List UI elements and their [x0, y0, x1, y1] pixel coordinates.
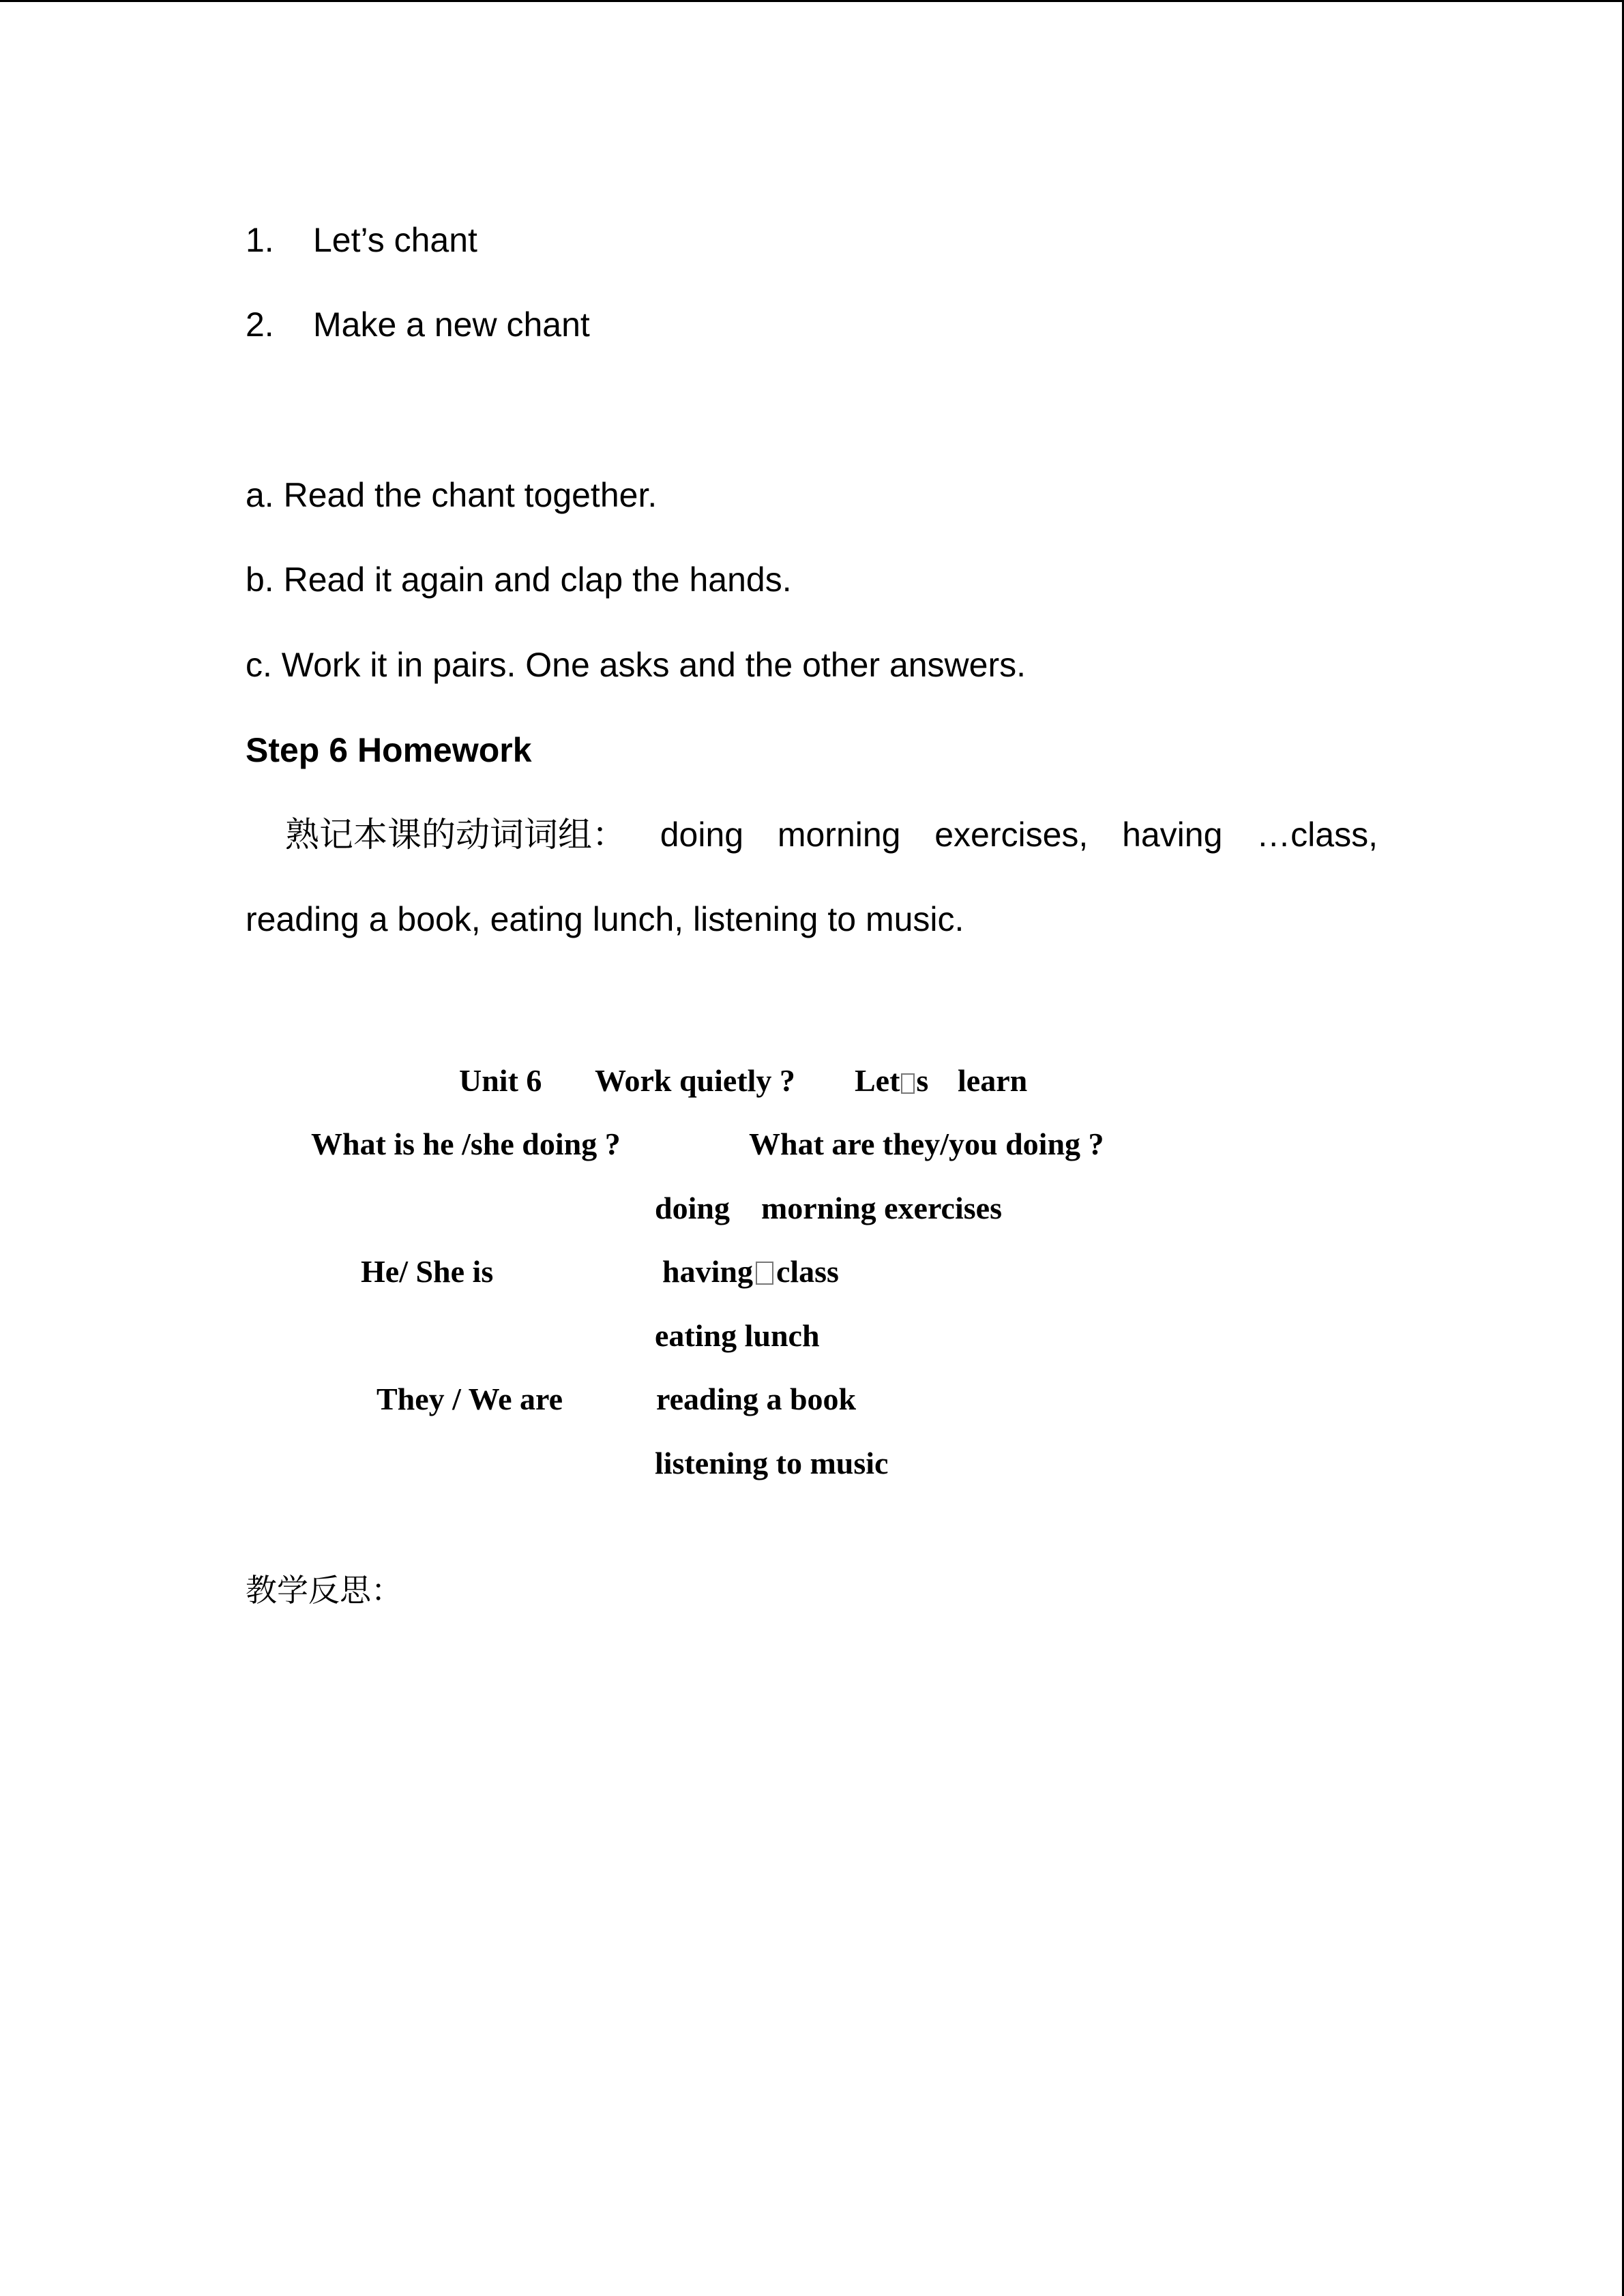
- board-title-unit: Unit 6: [459, 1063, 542, 1098]
- board-phrase-4: reading a book: [656, 1382, 857, 1416]
- board-phrase-2-a: having: [662, 1254, 753, 1289]
- board-phrase-1: doing morning exercises: [655, 1191, 1002, 1225]
- missing-glyph-icon: [756, 1262, 773, 1285]
- homework-word: …class,: [1256, 816, 1378, 854]
- board-title-learn: learn: [958, 1063, 1028, 1098]
- list-number-2: 2.: [246, 305, 274, 344]
- step-a: a. Read the chant together.: [246, 476, 658, 514]
- board-phrase-2: [662, 1253, 839, 1291]
- homework-word: doing: [660, 816, 744, 854]
- teaching-reflection-label: 教学反思：: [246, 1572, 402, 1609]
- list-item-1: Let’s chant: [313, 221, 477, 259]
- step-c: c. Work it in pairs. One asks and the other answers.: [246, 646, 1027, 684]
- missing-glyph-icon: [901, 1073, 915, 1094]
- page-top-border: [0, 0, 1624, 2]
- list-item-2: Make a new chant: [313, 305, 590, 344]
- board-title-lets-b: s: [916, 1063, 929, 1098]
- homework-cn-label: 熟记本课的动词词组：: [285, 815, 626, 854]
- homework-line-1: [285, 814, 1378, 855]
- board-phrase-5: listening to music: [655, 1446, 889, 1480]
- board-title-lets: [855, 1062, 928, 1100]
- homework-word: morning: [777, 816, 901, 854]
- board-title-work: Work quietly ?: [595, 1063, 795, 1098]
- homework-line-2: reading a book, eating lunch, listening to music.: [246, 900, 964, 938]
- list-number-1: 1.: [246, 221, 274, 259]
- board-phrase-3: eating lunch: [655, 1318, 820, 1353]
- board-question-2: What are they/you doing ?: [749, 1127, 1104, 1161]
- board-phrase-2-b: class: [776, 1254, 839, 1289]
- board-question-1: What is he /she doing ?: [311, 1127, 621, 1161]
- board-subject-1: He/ She is: [361, 1254, 494, 1289]
- board-subject-2: They / We are: [377, 1382, 563, 1416]
- board-title-lets-a: Let: [855, 1063, 900, 1098]
- homework-word: exercises,: [934, 816, 1089, 854]
- homework-word: having: [1122, 816, 1223, 854]
- homework-heading: Step 6 Homework: [246, 731, 532, 769]
- step-b: b. Read it again and clap the hands.: [246, 561, 792, 599]
